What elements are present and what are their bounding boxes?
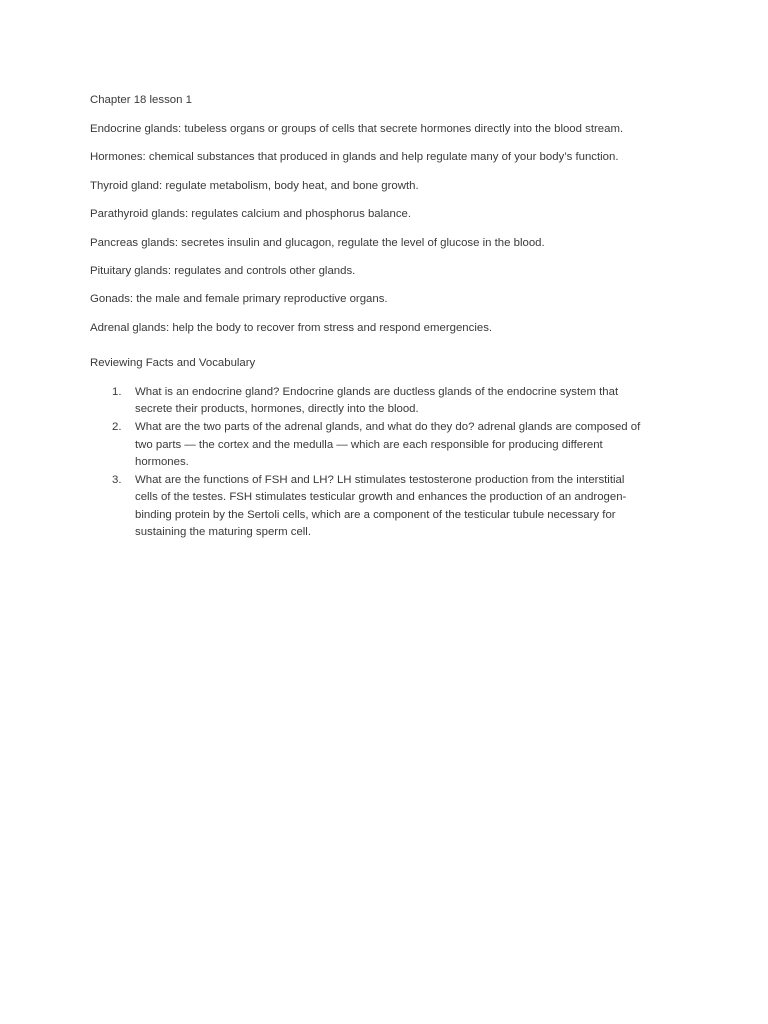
definition-pancreas-glands: Pancreas glands: secretes insulin and glucagon, regulate the level of glucose in the blood. <box>90 236 545 249</box>
definition-gonads: Gonads: the male and female primary reproductive organs. <box>90 293 388 306</box>
question-number: 2. <box>112 420 122 433</box>
definition-endocrine-glands: Endocrine glands: tubeless organs or groups of cells that secrete hormones directly into the blood stream. <box>90 123 624 135</box>
page-heading: Chapter 18 lesson 1 <box>90 94 192 106</box>
question-item <box>90 419 690 472</box>
question-line: What is an endocrine gland? Endocrine glands are ductless glands of the endocrine system that <box>135 385 619 398</box>
questions-list <box>90 384 690 542</box>
question-line: secrete their products, hormones, directly into the blood. <box>135 403 419 416</box>
question-line: binding protein by the Sertoli cells, which are a component of the testicular tubule necessary for <box>135 508 616 521</box>
question-number: 1. <box>112 385 122 398</box>
question-line: What are the two parts of the adrenal glands, and what do they do? adrenal glands are composed of <box>135 420 641 433</box>
question-number: 3. <box>112 473 122 486</box>
definition-adrenal-glands: Adrenal glands: help the body to recover from stress and respond emergencies. <box>90 321 493 334</box>
question-item <box>90 472 690 542</box>
definition-thyroid-gland: Thyroid gland: regulate metabolism, body heat, and bone growth. <box>90 179 419 192</box>
section-title: Reviewing Facts and Vocabulary <box>90 356 256 369</box>
question-line: two parts — the cortex and the medulla — which are each responsible for producing different <box>135 438 603 451</box>
definition-pituitary-glands: Pituitary glands: regulates and controls other glands. <box>90 264 356 277</box>
document-body <box>90 93 690 542</box>
definition-parathyroid-glands: Parathyroid glands: regulates calcium and phosphorus balance. <box>90 208 412 221</box>
question-item <box>90 384 690 419</box>
definition-hormones: Hormones: chemical substances that produced in glands and help regulate many of your body’s function. <box>90 151 619 164</box>
question-line: hormones. <box>135 456 189 469</box>
definitions-list <box>90 122 690 336</box>
question-line: sustaining the maturing sperm cell. <box>135 526 312 539</box>
question-line: cells of the testes. FSH stimulates testicular growth and enhances the production of an androgen- <box>135 491 627 504</box>
question-line: What are the functions of FSH and LH? LH stimulates testosterone production from the interstitial <box>135 473 625 486</box>
